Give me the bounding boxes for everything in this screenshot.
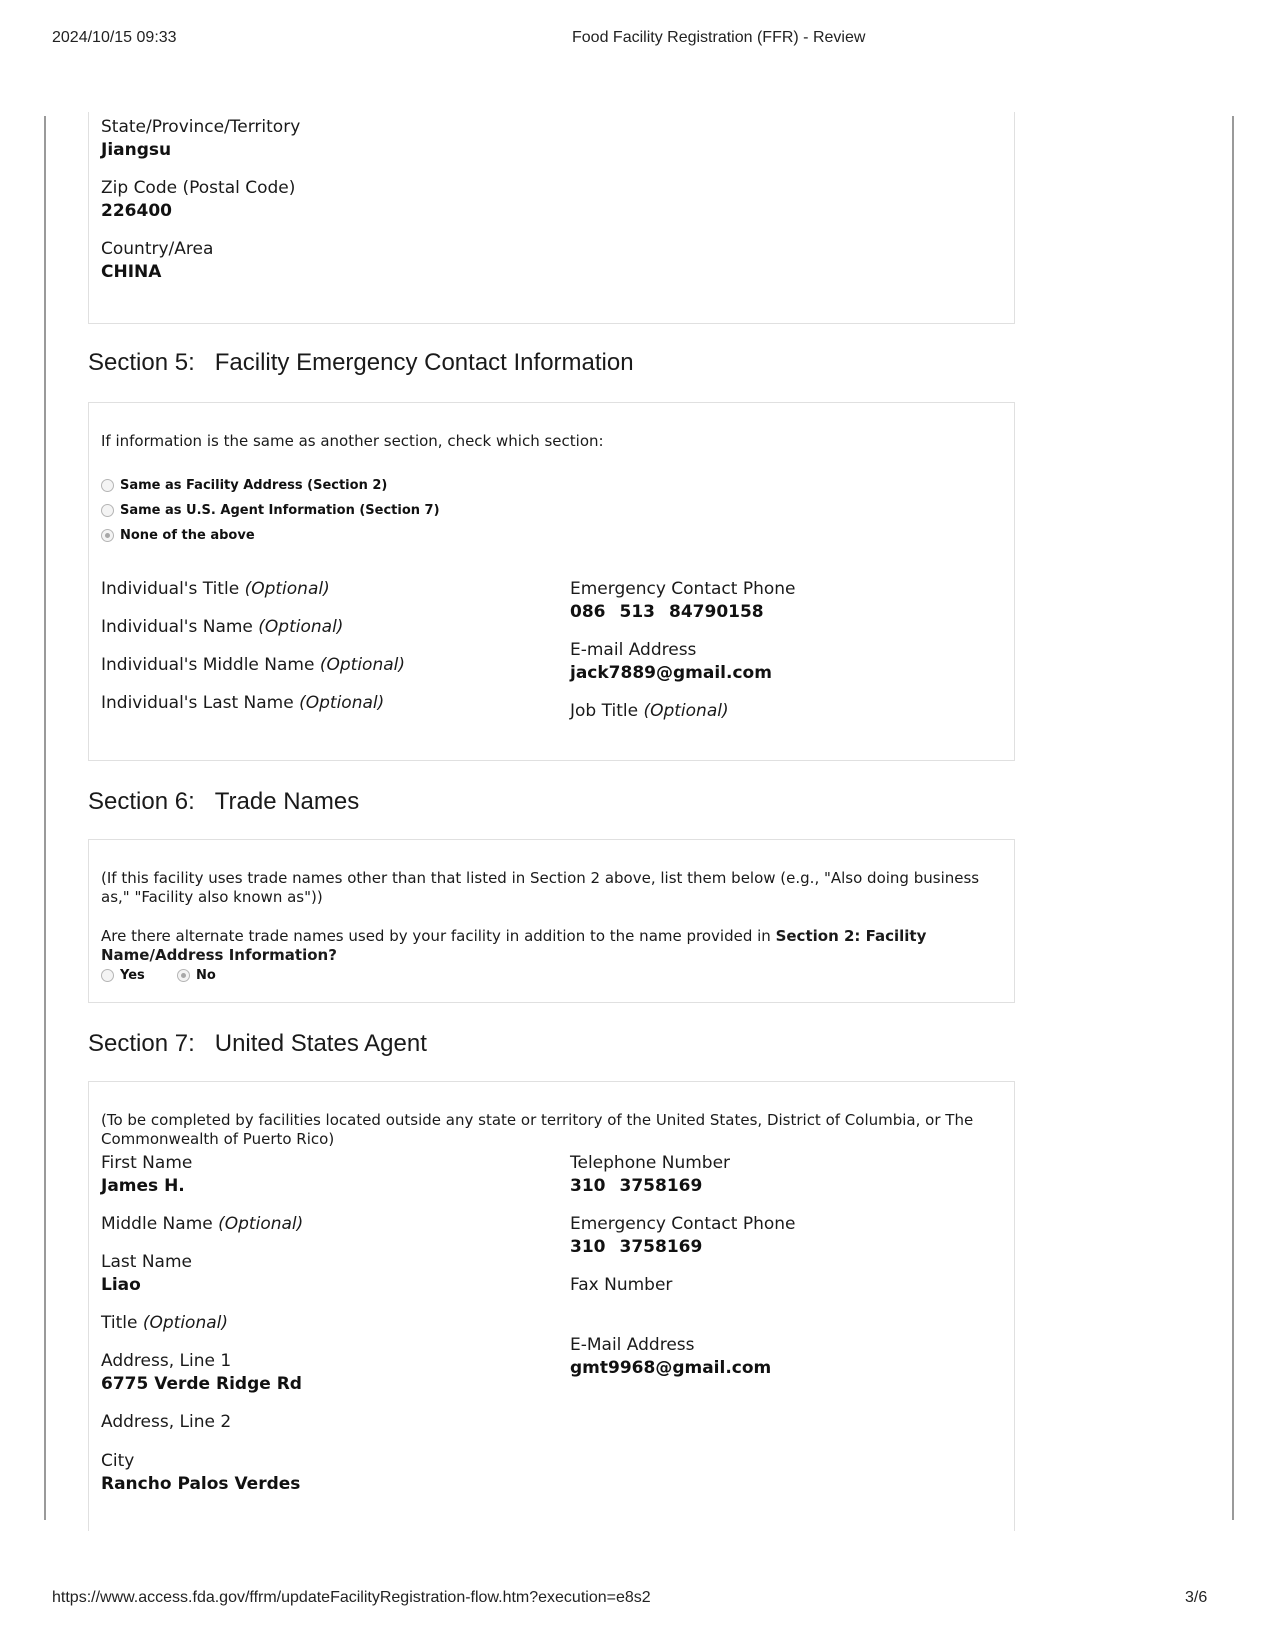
- email-label: E-mail Address: [570, 640, 697, 660]
- agent-city-value: Rancho Palos Verdes: [101, 1474, 301, 1494]
- agent-telephone-label: Telephone Number: [570, 1153, 731, 1173]
- radio-none-of-above[interactable]: [101, 528, 255, 543]
- section6-box: [88, 839, 1015, 1003]
- radio-label: Yes: [120, 968, 145, 983]
- section6-title: Trade Names: [214, 788, 360, 815]
- agent-first-name-label: First Name: [101, 1153, 193, 1173]
- page-title: Food Facility Registration (FFR) - Review: [572, 29, 866, 46]
- agent-emergency-phone-value: 310 3758169: [570, 1237, 703, 1257]
- frame-right-border: [1232, 116, 1234, 1520]
- individual-last-name-label: Individual's Last Name (Optional): [101, 693, 385, 713]
- radio-label: Same as U.S. Agent Information (Section 7): [120, 503, 440, 518]
- section5-heading: [88, 349, 634, 377]
- radio-label: None of the above: [120, 528, 255, 543]
- frame-left-border: [44, 116, 46, 1520]
- agent-last-name-label: Last Name: [101, 1252, 192, 1272]
- agent-last-name-value: Liao: [101, 1275, 141, 1295]
- agent-address1-label: Address, Line 1: [101, 1351, 232, 1371]
- section6-heading: [88, 788, 359, 816]
- radio-same-us-agent[interactable]: [101, 503, 440, 518]
- country-value: CHINA: [101, 262, 162, 282]
- country-label: Country/Area: [101, 239, 214, 259]
- radio-trade-names-yes[interactable]: [101, 968, 145, 983]
- section7-title: United States Agent: [214, 1030, 427, 1057]
- agent-title-label: Title (Optional): [101, 1313, 228, 1333]
- radio-selected-icon[interactable]: [101, 529, 114, 542]
- page-number: 3/6: [1185, 1589, 1208, 1606]
- section5-number: Section 5:: [88, 349, 195, 376]
- us-agent-note: (To be completed by facilities located outside any state or territory of the United States, District of Columbia, or The Commonwealth of Puerto Rico): [101, 1111, 974, 1148]
- email-value: jack7889@gmail.com: [570, 663, 772, 683]
- agent-middle-name-label: Middle Name (Optional): [101, 1214, 304, 1234]
- radio-label: No: [196, 968, 216, 983]
- same-as-prompt: If information is the same as another section, check which section:: [101, 432, 604, 450]
- individual-title-label: Individual's Title (Optional): [101, 579, 330, 599]
- agent-email-label: E-Mail Address: [570, 1335, 695, 1355]
- radio-same-facility-address[interactable]: [101, 478, 387, 493]
- agent-telephone-value: 310 3758169: [570, 1176, 703, 1196]
- radio-trade-names-no[interactable]: [177, 968, 216, 983]
- zip-label: Zip Code (Postal Code): [101, 178, 296, 198]
- emergency-phone-label: Emergency Contact Phone: [570, 579, 796, 599]
- section4-address-box: [88, 112, 1015, 324]
- section6-number: Section 6:: [88, 788, 195, 815]
- job-title-label: Job Title (Optional): [570, 701, 729, 721]
- section7-number: Section 7:: [88, 1030, 195, 1057]
- section5-title: Facility Emergency Contact Information: [214, 349, 634, 376]
- individual-middle-name-label: Individual's Middle Name (Optional): [101, 655, 406, 675]
- trade-names-note: (If this facility uses trade names other than that listed in Section 2 above, list them below (e.g., "Also doing business as," "Facility also known as")): [101, 869, 980, 906]
- radio-circle-icon[interactable]: [101, 504, 114, 517]
- page-url: https://www.access.fda.gov/ffrm/updateFacilityRegistration-flow.htm?execution=e8s2: [52, 1589, 651, 1606]
- radio-selected-icon[interactable]: [177, 969, 190, 982]
- radio-circle-icon[interactable]: [101, 479, 114, 492]
- agent-emergency-phone-label: Emergency Contact Phone: [570, 1214, 796, 1234]
- agent-city-label: City: [101, 1451, 135, 1471]
- print-datetime: 2024/10/15 09:33: [52, 29, 177, 46]
- state-value: Jiangsu: [101, 140, 172, 160]
- radio-circle-icon[interactable]: [101, 969, 114, 982]
- zip-value: 226400: [101, 201, 172, 221]
- agent-email-value: gmt9968@gmail.com: [570, 1358, 772, 1378]
- agent-fax-label: Fax Number: [570, 1275, 673, 1295]
- agent-address1-value: 6775 Verde Ridge Rd: [101, 1374, 302, 1394]
- trade-names-question: Are there alternate trade names used by your facility in addition to the name provided in Section 2: Facility Name/Address Information?: [101, 927, 927, 964]
- agent-first-name-value: James H.: [101, 1176, 185, 1196]
- section7-heading: [88, 1030, 427, 1058]
- state-label: State/Province/Territory: [101, 117, 301, 137]
- agent-address2-label: Address, Line 2: [101, 1412, 232, 1432]
- emergency-phone-value: 086 513 84790158: [570, 602, 764, 622]
- individual-name-label: Individual's Name (Optional): [101, 617, 344, 637]
- radio-label: Same as Facility Address (Section 2): [120, 478, 388, 493]
